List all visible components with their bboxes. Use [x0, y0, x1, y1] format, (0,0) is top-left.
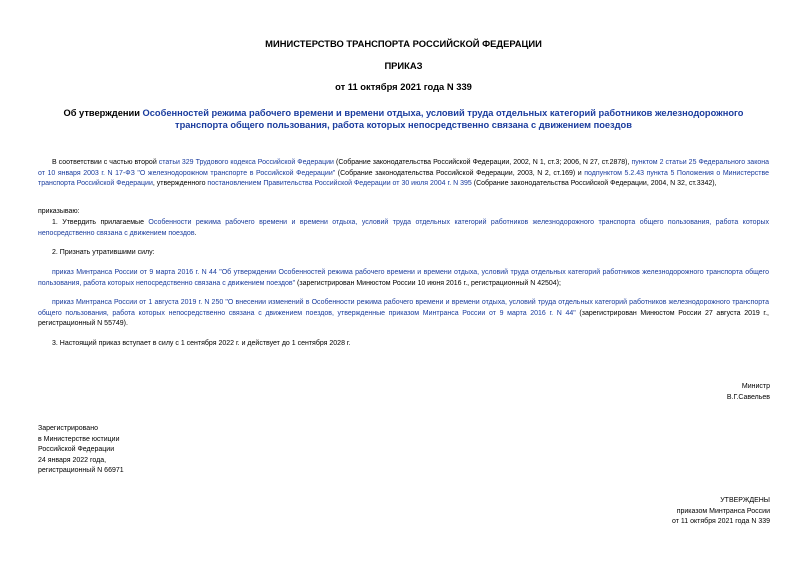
item-3-paragraph: 3. Настоящий приказ вступает в силу с 1 сентября 2022 г. и действует до 1 сентября 2028 г.	[52, 340, 351, 347]
preamble-paragraph	[38, 158, 769, 190]
labor-code-link[interactable]: статьи 329 Трудового кодекса Российской Федерации	[158, 159, 334, 166]
approval-line: приказом Минтранса России	[676, 507, 770, 515]
item-1-paragraph	[38, 218, 769, 239]
preamble-text-3: (Собрание законодательства Российской Федерации, 2003, N 2, ст.169) и	[335, 169, 585, 177]
registration-line: Зарегистрировано	[38, 425, 98, 432]
ministry-regulation-link[interactable]: подпунктом 5.2.43 пункта 5 Положения о Министерстве транспорта Российской Федерации	[38, 169, 769, 188]
order-250-link[interactable]: приказ Минтранса России от 1 августа 2019 г. N 250 "О внесении изменений в Особенности режима рабочего времени и времени отдыха, условий труда отдельных категорий работников железнодорожного транспорта общего пользования, работа которых непосредственно связана с движением поездов, утвержденные приказом Минтранса России от 9 марта 2016 г. N 44"	[38, 299, 769, 317]
signature-position: Министр	[741, 383, 770, 390]
government-decree-link[interactable]: постановлением Правительства Российской Федерации от 30 июля 2004 г. N 395	[207, 180, 472, 188]
approval-line: УТВЕРЖДЕНЫ	[720, 497, 770, 504]
doc-date-number: от 11 октября 2021 года N 339	[335, 81, 472, 92]
registration-line: в Министерстве юстиции	[38, 435, 120, 443]
preamble-text-2: (Собрание законодательства Российской Федерации, 2002, N 1, ст.3; 2006, N 27, ст.2878),	[333, 159, 632, 166]
registration-line: 24 января 2022 года,	[38, 456, 107, 464]
preamble-text-1: В соответствии с частью второй	[52, 159, 159, 166]
preamble-text-5: (Собрание законодательства Российской Федерации, 2004, N 32, ст.3342),	[471, 180, 717, 188]
registration-line: Российской Федерации	[38, 446, 115, 453]
approved-features-link[interactable]: Особенности режима рабочего времени и времени отдыха, условий труда отдельных категорий работников железнодорожного транспорта общего пользования, работа которых непосредственно связана с движением поездов	[38, 219, 770, 237]
ministry-heading: МИНИСТЕРСТВО ТРАНСПОРТА РОССИЙСКОЙ ФЕДЕРАЦИИ	[265, 38, 542, 49]
title-prefix: Об утверждении	[63, 108, 143, 118]
item-1-text: 1. Утвердить прилагаемые	[52, 219, 149, 226]
doc-title	[40, 107, 767, 131]
approval-line: от 11 октября 2021 года N 339	[672, 518, 770, 525]
registration-line: регистрационный N 66971	[38, 467, 124, 474]
registration-block	[38, 424, 124, 477]
item-2-paragraph: 2. Признать утратившими силу:	[52, 249, 155, 256]
repeal-1-paragraph	[38, 268, 769, 289]
federal-law-link[interactable]: пунктом 2 статьи 25 Федерального закона от 10 января 2003 г. N 17-ФЗ "О железнодорожном транспорте в Российской Федерации"	[38, 159, 769, 177]
repeal-1-text: (зарегистрирован Минюстом России 10 июня 2016 г., регистрационный N 42504);	[295, 279, 561, 287]
signature-name: В.Г.Савельев	[726, 393, 770, 401]
repeal-2-text: (зарегистрирован Минюстом России 27 августа 2019 г., регистрационный N 55749).	[38, 309, 770, 328]
order-44-link[interactable]: приказ Минтранса России от 9 марта 2016 г. N 44 "Об утверждении Особенностей режима рабочего времени и времени отдыха, условий труда отдельных категорий работников железнодорожного транспорта общего пользования, работа которых непосредственно связана с движением поездов"	[38, 269, 769, 287]
order-word: приказываю:	[38, 208, 80, 215]
doc-type-heading: ПРИКАЗ	[384, 60, 423, 71]
repeal-2-paragraph	[38, 298, 769, 330]
title-link[interactable]: Особенностей режима рабочего времени и времени отдыха, условий труда отдельных категорий работников железнодорожного транспорта общего пользования, работа которых непосредственно связана с движением поездов	[142, 108, 744, 130]
item-1-end: .	[194, 229, 197, 237]
preamble-text-4: , утвержденного	[152, 180, 208, 188]
signature-block	[727, 382, 770, 403]
approval-block	[672, 496, 770, 528]
